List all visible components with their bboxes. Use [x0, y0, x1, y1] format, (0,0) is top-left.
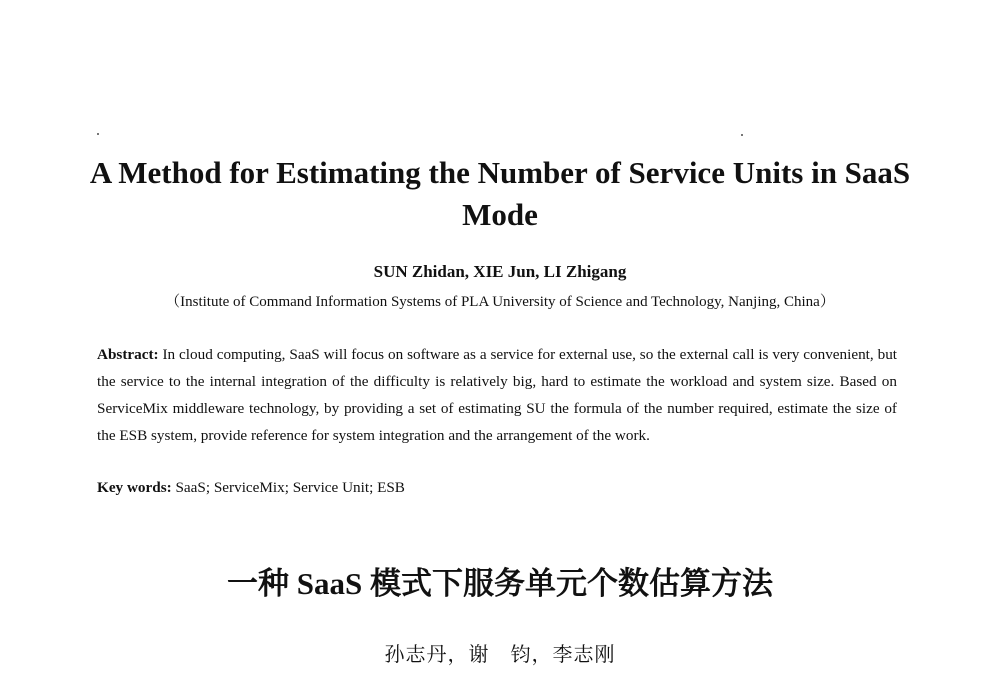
affiliation-english: （Institute of Command Information Systems of PLA University of Science and Technology, Nanjing, China）: [165, 294, 835, 310]
authors-english: SUN Zhidan, XIE Jun, LI Zhigang: [373, 262, 627, 281]
paper-title-chinese: 一种 SaaS 模式下服务单元个数估算方法: [227, 566, 773, 601]
abstract-label: Abstract:: [97, 346, 159, 363]
scan-speck: [97, 133, 99, 135]
abstract: [97, 341, 897, 449]
keywords-text: SaaS; ServiceMix; Service Unit; ESB: [175, 479, 405, 496]
abstract-text: In cloud computing, SaaS will focus on software as a service for external use, so the external call is very convenient, but the service to the internal integration of the difficulty is relatively big, hard to estimate the workload and system size. Based on ServiceMix middleware technology, by providing a set of estimating SU the formula of the number required, estimate the size of the ESB system, provide reference for system integration and the arrangement of the work.: [97, 346, 898, 444]
paper-title-english: A Method for Estimating the Number of Service Units in SaaS Mode: [89, 155, 911, 232]
authors-chinese: 孙志丹，谢 钧，李志刚: [384, 644, 616, 666]
scan-speck: [741, 134, 743, 136]
keywords-label: Key words:: [97, 479, 172, 496]
keywords: [97, 479, 405, 497]
